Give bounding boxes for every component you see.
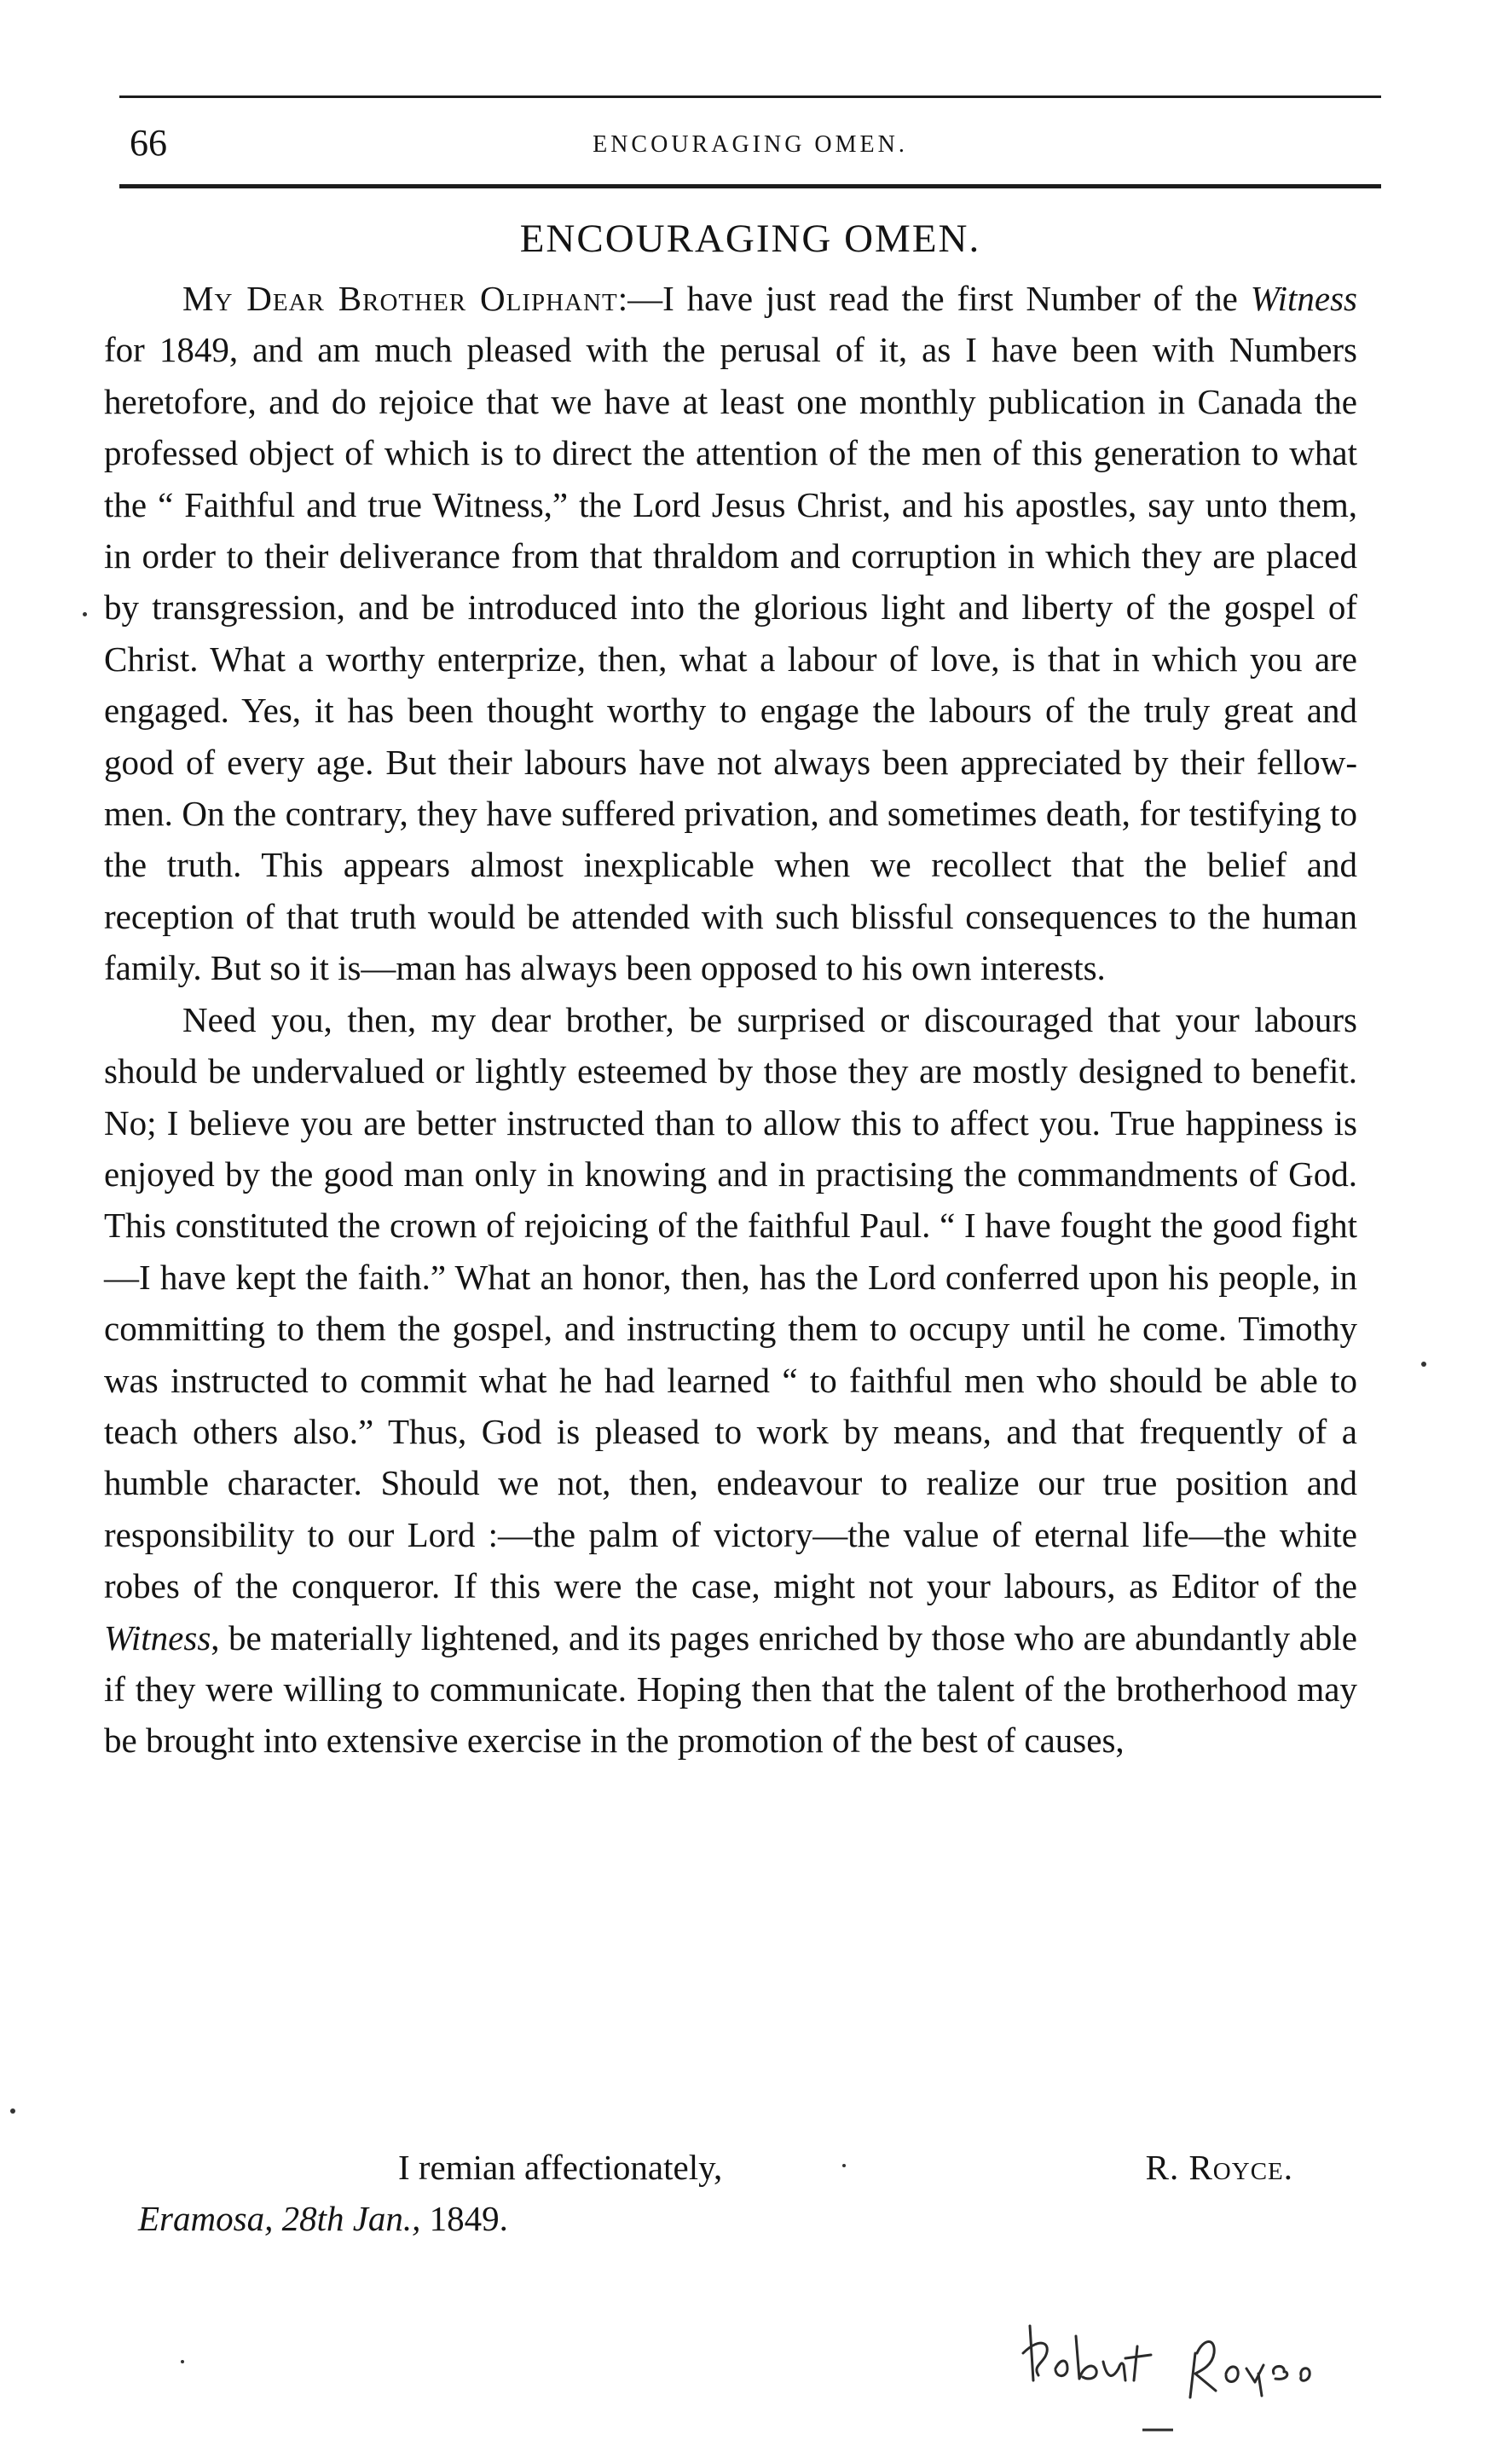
- margin-speck-2: [1421, 1362, 1426, 1367]
- paragraph-2-rest: , be materially lightened, and its pages enriched by those who are abundantly able if they were willing to communicate. Hoping then that the talent of the brotherhood may be brought into extensive exercise in the promotion of the best of causes,: [104, 1617, 1357, 1761]
- top-rule: [119, 95, 1381, 98]
- article-body: [104, 273, 1357, 1767]
- header-bottom-rule: [119, 184, 1381, 188]
- date-day: 28th Jan.,: [281, 2199, 421, 2238]
- paragraph-1-rest: for 1849, and am much pleased with the perusal of it, as I have been with Numbers heretofore, and do rejoice that we have at least one monthly publication in Canada the professed object of which is to direct the attention of the men of this generation to what the “ Faithful and true Witness,” the Lord Jesus Christ, and his apostles, say unto them, in order to their deliverance from that thraldom and corruption in which they are placed by transgression, and be introduced into the glorious light and liberty of the gospel of Christ. What a worthy enterprize, then, what a labour of love, is that in which you are engaged. Yes, it has been thought worthy to engage the labours of the truly great and good of every age. But their labours have not always been appreciated by their fellow-men. On the contrary, they have suffered privation, and sometimes death, for testifying to the truth. This appears almost inexplicable when we recollect that the belief and reception of that truth would be attended with such blissful consequences to the human family. But so it is—man has always been opposed to his own interests.: [104, 330, 1357, 988]
- paragraph-2: [104, 994, 1357, 1767]
- paragraph-2-lead: Need you, then, my dear brother, be surprised or discouraged that your labours should be undervalued or lightly esteemed by those they are mostly designed to benefit. No; I believe you are better instructed than to allow this to affect you. True happiness is enjoyed by the good man only in knowing and in practising the commandments of God. This constituted the crown of rejoicing of the faithful Paul. “ I have fought the good fight—I have kept the faith.” What an honor, then, has the Lord conferred upon his people, in committing to them the gospel, and instructing them to occupy until he come. Timothy was instructed to commit what he had learned “ to faithful men who should be able to teach others also.” Thus, God is pleased to work by means, and that frequently of a humble character. Should we not, then, endeavour to realize our true position and responsibility to our Lord :—the palm of victory—the value of eternal life—the white robes of the conqueror. If this were the case, might not your labours, as Editor of the: [104, 999, 1357, 1606]
- margin-speck-5: [842, 2164, 846, 2167]
- closing-phrase: I remian affectionately,: [398, 2148, 723, 2187]
- margin-speck-4: [10, 2108, 15, 2114]
- witness-title-2: Witness: [104, 1617, 211, 1657]
- printed-signature: R. Royce.: [1145, 2148, 1293, 2187]
- witness-title-1: Witness: [1250, 279, 1358, 318]
- closing-line: [104, 2142, 1357, 2193]
- running-head: [119, 118, 1381, 169]
- margin-speck-1: [83, 612, 87, 616]
- margin-speck-3: [181, 2360, 184, 2363]
- handwritten-signature: [1015, 2302, 1373, 2447]
- running-title: ENCOURAGING OMEN.: [593, 131, 908, 158]
- salutation: My Dear Brother Oliphant: [182, 279, 618, 318]
- place: Eramosa,: [138, 2199, 274, 2238]
- paragraph-1-lead: :—I have just read the first Number of the: [617, 279, 1251, 318]
- paragraph-1: [104, 273, 1357, 994]
- date-year: 1849.: [429, 2199, 508, 2238]
- place-date: [138, 2193, 508, 2244]
- page-number: 66: [130, 122, 167, 164]
- article-title: ENCOURAGING OMEN.: [519, 217, 981, 261]
